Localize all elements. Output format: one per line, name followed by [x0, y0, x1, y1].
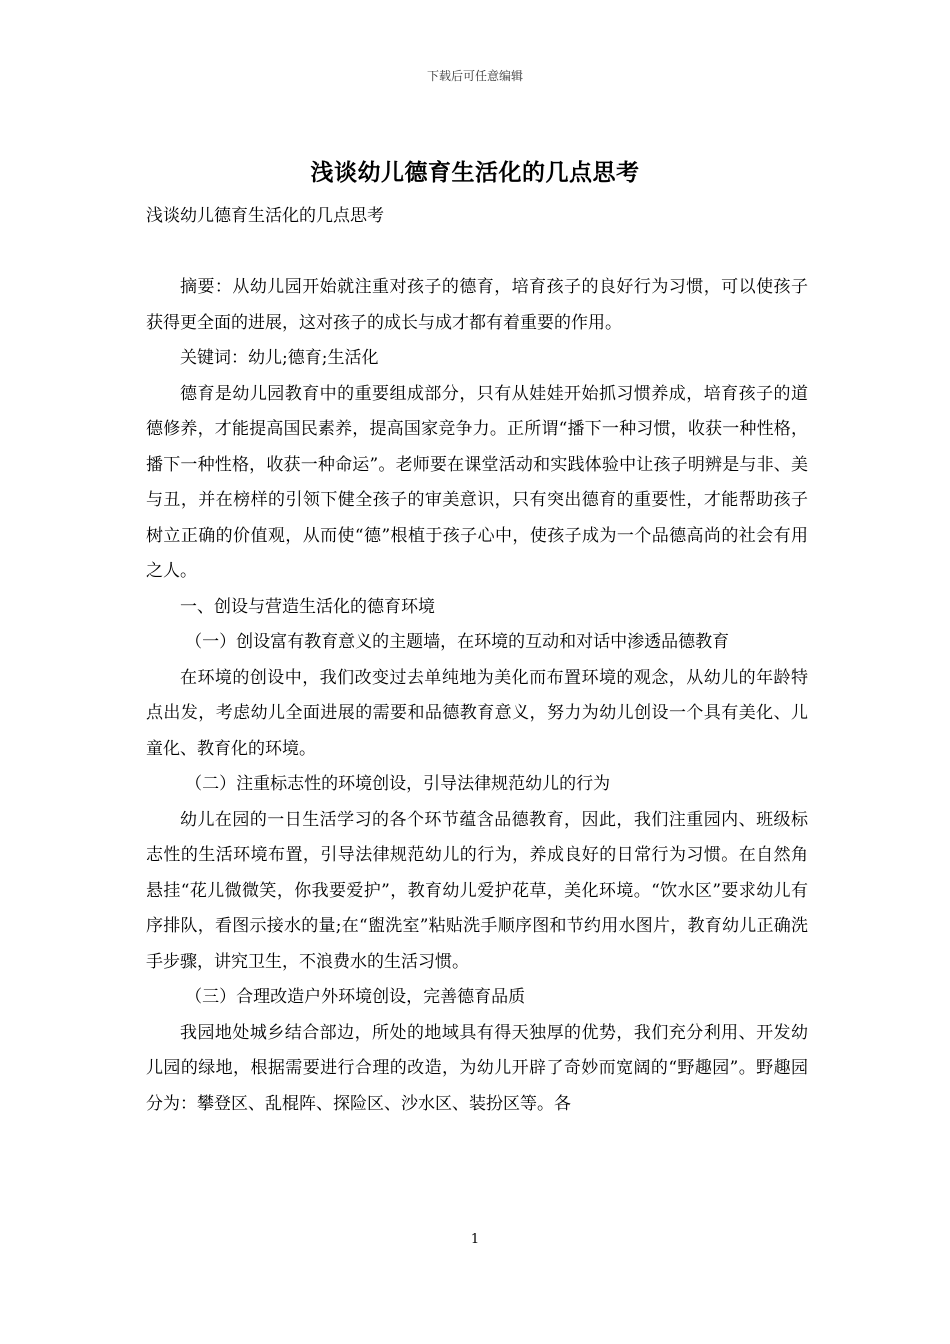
subsection-heading-1: （一）创设富有教育意义的主题墙，在环境的互动和对话中渗透品德教育	[185, 632, 730, 652]
document-body	[146, 270, 808, 1122]
subsection-heading-3: （三）合理改造户外环境创设，完善德育品质	[185, 987, 526, 1007]
body-paragraph: 幼儿在园的一日生活学习的各个环节蕴含品德教育，因此，我们注重园内、班级标志性的生活环境布置，引导法律规范幼儿的行为，养成良好的日常行为习惯。在自然角悬挂“花儿微微笑，你我要爱护”，教育幼儿爱护花草，美化环境。“饮水区”要求幼儿有序排队，看图示接水的量;在“盥洗室”粘贴洗手顺序图和节约用水图片，教育幼儿正确洗手步骤，讲究卫生，不浪费水的生活习惯。	[146, 809, 808, 972]
document-subtitle: 浅谈幼儿德育生活化的几点思考	[146, 206, 384, 226]
body-paragraph: 在环境的创设中，我们改变过去单纯地为美化而布置环境的观念，从幼儿的年龄特点出发，考虑幼儿全面进展的需要和品德教育意义，努力为幼儿创设一个具有美化、儿童化、教育化的环境。	[146, 667, 808, 759]
subsection-heading-2: （二）注重标志性的环境创设，引导法律规范幼儿的行为	[185, 774, 611, 794]
intro-paragraph: 德育是幼儿园教育中的重要组成部分，只有从娃娃开始抓习惯养成，培育孩子的道德修养，才能提高国民素养，提高国家竞争力。正所谓“播下一种习惯，收获一种性格，播下一种性格，收获一种命运”。老师要在课堂活动和实践体验中让孩子明辨是与非、美与丑，并在榜样的引领下健全孩子的审美意识，只有突出德育的重要性，才能帮助孩子树立正确的价值观，从而使“德”根植于孩子心中，使孩子成为一个品德高尚的社会有用之人。	[146, 383, 808, 581]
body-paragraph: 我园地处城乡结合部边，所处的地域具有得天独厚的优势，我们充分利用、开发幼儿园的绿地，根据需要进行合理的改造，为幼儿开辟了奇妙而宽阔的“野趣园”。野趣园分为：攀登区、乱棍阵、探险区、沙水区、装扮区等。各	[146, 1022, 808, 1114]
abstract-paragraph: 摘要：从幼儿园开始就注重对孩子的德育，培育孩子的良好行为习惯，可以使孩子获得更全面的进展，这对孩子的成长与成才都有着重要的作用。	[146, 277, 808, 333]
document-title: 浅谈幼儿德育生活化的几点思考	[310, 159, 640, 186]
section-heading-1: 一、创设与营造生活化的德育环境	[180, 596, 435, 617]
keywords-paragraph: 关键词：幼儿;德育;生活化	[180, 348, 379, 368]
page-number: 1	[470, 1232, 480, 1247]
page-header-note: 下载后可任意编辑	[426, 69, 523, 83]
